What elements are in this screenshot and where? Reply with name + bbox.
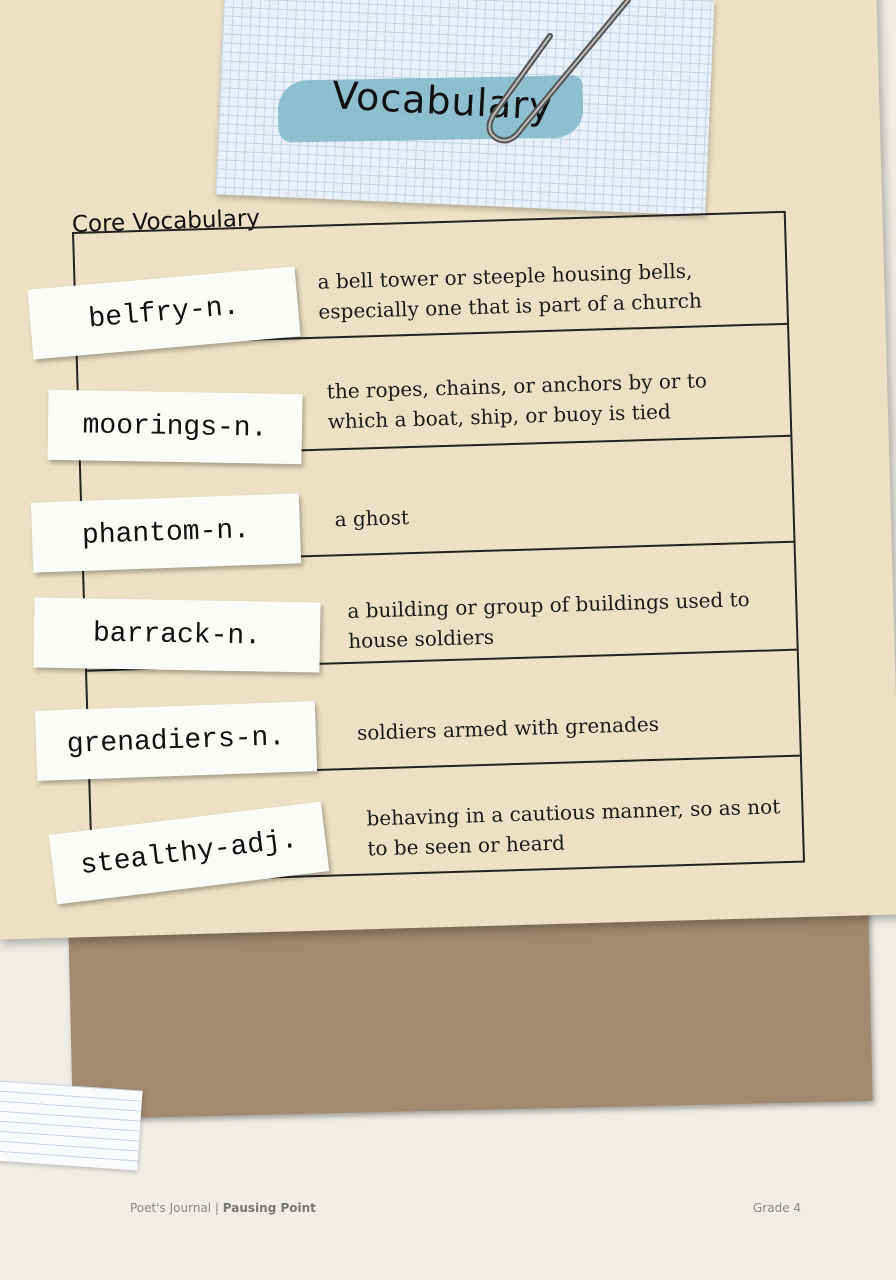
section-heading: Core Vocabulary <box>71 205 261 238</box>
definition-grenadiers: soldiers armed with grenades <box>356 711 660 745</box>
definition-belfry: a bell tower or steeple housing bells, especially one that is part of a church <box>317 258 703 324</box>
page-title: Vocabulary <box>331 73 554 129</box>
term-card-stealthy: stealthy-adj. <box>49 802 329 905</box>
term-card-grenadiers: grenadiers-n. <box>35 701 317 781</box>
term-card-barrack: barrack-n. <box>33 598 320 673</box>
term-card-moorings: moorings-n. <box>47 390 302 464</box>
footer-grade: Grade 4 <box>753 1201 802 1215</box>
definition-barrack: a building or group of buildings used to house soldiers <box>347 587 750 653</box>
lined-note-paper <box>0 1080 143 1171</box>
definition-stealthy: behaving in a cautious manner, so as not to be seen or heard <box>366 794 781 861</box>
footer-book: Poet's Journal <box>130 1201 212 1215</box>
footer-section: Pausing Point <box>222 1201 316 1215</box>
paper-clip-icon <box>480 0 640 160</box>
term-card-phantom: phantom-n. <box>31 493 301 572</box>
definition-phantom: a ghost <box>334 505 410 532</box>
term-card-belfry: belfry-n. <box>27 266 300 359</box>
footer-left <box>130 1201 316 1215</box>
definition-moorings: the ropes, chains, or anchors by or to which a boat, ship, or buoy is tied <box>326 368 708 434</box>
footer-separator: | <box>211 1201 223 1215</box>
